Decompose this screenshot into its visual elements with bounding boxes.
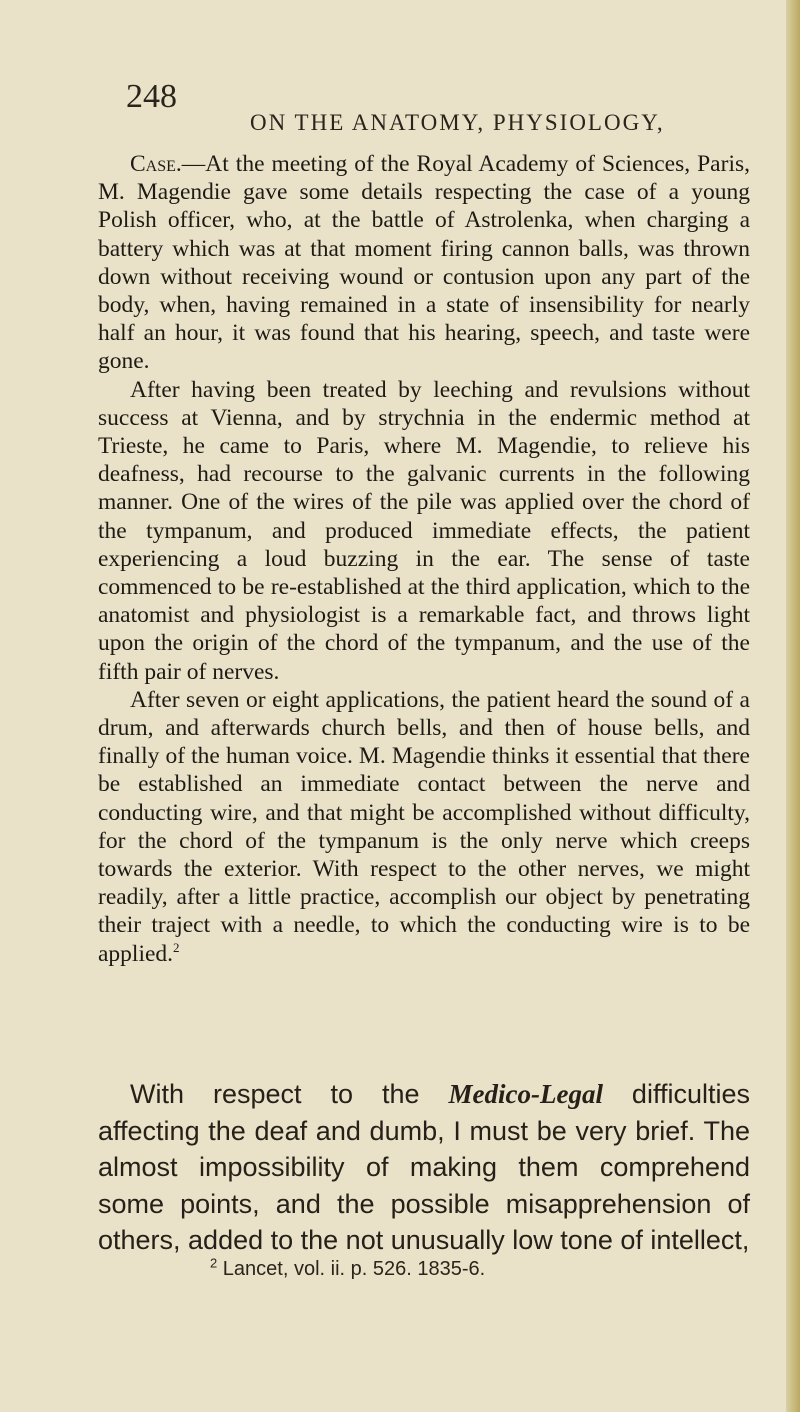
page-number: 248: [126, 78, 177, 115]
main-text-continued: [98, 1076, 750, 1259]
paragraph-medico-legal: [98, 1076, 750, 1259]
main-text: [98, 150, 750, 968]
footnote: [210, 1255, 486, 1281]
footnote-text: Lancet, vol. ii. p. 526. 1835-6.: [217, 1258, 486, 1280]
running-head: ON THE ANATOMY, PHYSIOLOGY,: [250, 110, 665, 135]
page-edge: [786, 0, 800, 1412]
paragraph-case: [98, 150, 750, 376]
page-header: [126, 72, 726, 135]
paragraph-text: After seven or eight applications, the patient heard the sound of a drum, and afterwards church bells, and then of house bells, and finally of the human voice. M. Magendie thinks it essential that there be established an immediate contact between the nerve and conducting wire, and that might be accomplished without difficulty, for the chord of the tympanum is the only nerve which creeps towards the exterior. With respect to the other nerves, we might readily, after a little practice, accomplish our object by penetrating their traject with a needle, to which the conducting wire is to be applied.: [98, 686, 750, 967]
footnote-marker: 2: [210, 1255, 218, 1271]
paragraph-text: —At the meeting of the Royal Academy of Sciences, Paris, M. Magendie gave some details respecting the case of a young Polish officer, who, at the battle of Astrolenka, when charging a battery which was at that moment firing cannon balls, was thrown down without receiving wound or contusion upon any part of the body, when, having remained in a state of insensibility for nearly half an hour, it was found that his hearing, speech, and taste were gone.: [98, 151, 750, 375]
paragraph-recovery: [98, 686, 750, 968]
emphasis-medico-legal: Medico-Legal: [448, 1079, 603, 1109]
paragraph-text: With respect to the: [130, 1079, 449, 1109]
paragraph-treatment: After having been treated by leeching and revulsions without success at Vienna, and by strychnia in the endermic method at Trieste, he came to Paris, where M. Magendie, to relieve his deafness, had recourse to the galvanic currents in the following manner. One of the wires of the pile was applied over the chord of the tympanum, and produced immediate effects, the patient experiencing a loud buzzing in the ear. The sense of taste commenced to be re-established at the third application, which to the anatomist and physiologist is a remarkable fact, and throws light upon the origin of the chord of the tympanum, and the use of the fifth pair of nerves.: [98, 376, 750, 685]
paragraph-text: difficulties affecting the deaf and dumb, I must be very brief. The almost impossibility of making them comprehend some points, and the possible misapprehension of others, added to the not unusually low tone of intellect,: [98, 1079, 750, 1255]
case-label: Case.: [130, 151, 182, 177]
footnote-reference: 2: [173, 939, 180, 955]
